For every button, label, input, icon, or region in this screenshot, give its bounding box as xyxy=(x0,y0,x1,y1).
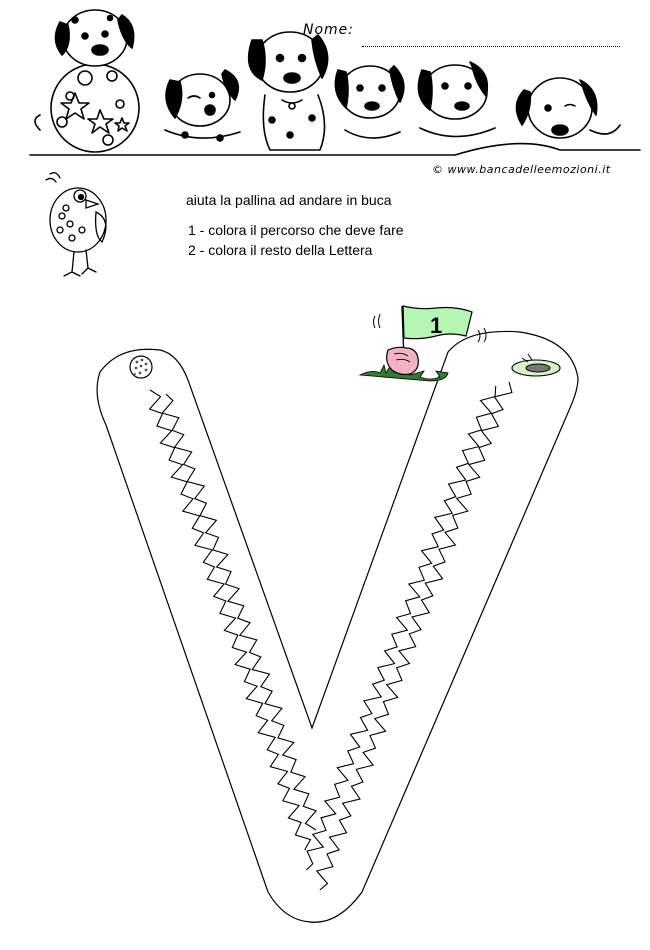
copyright-notice xyxy=(432,163,611,176)
instruction-step-2: 2 - colora il resto della Lettera xyxy=(188,242,373,258)
name-label: Nome: xyxy=(303,22,355,38)
copyright-symbol: © xyxy=(432,163,444,176)
golf-hole-icon xyxy=(512,354,560,376)
letter-v-maze xyxy=(0,290,650,950)
maze-path-right[interactable] xyxy=(317,382,512,890)
copyright-text: www.bancadelleemozioni.it xyxy=(447,163,611,176)
golf-flag-icon xyxy=(360,306,486,381)
instruction-step-1: 1 - colora il percorso che deve fare xyxy=(188,222,404,238)
ball-icon xyxy=(51,64,139,152)
letter-v-outline xyxy=(97,331,578,922)
golf-ball-icon xyxy=(130,356,152,378)
instructions-title: aiuta la pallina ad andare in buca xyxy=(186,192,392,208)
maze-path-right-inner[interactable] xyxy=(306,386,495,870)
name-input-line[interactable] xyxy=(362,46,620,47)
maze-path-left-inner[interactable] xyxy=(162,394,316,830)
bird-icon xyxy=(36,168,122,284)
flag-number: 1 xyxy=(430,313,443,338)
